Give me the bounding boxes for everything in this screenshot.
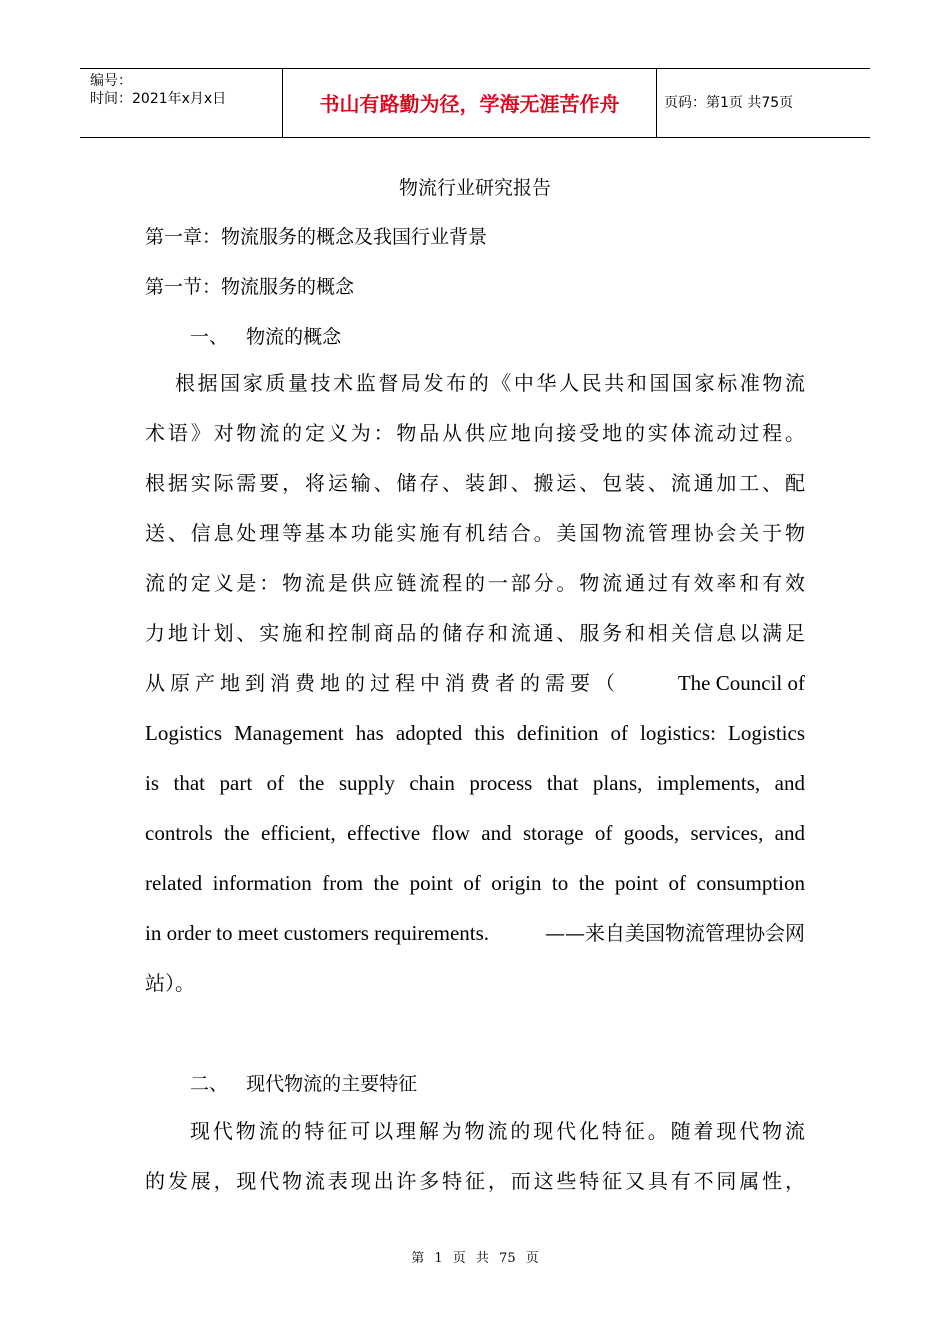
paragraph-line: is that part of the supply chain process that plans, implements, and [145, 771, 805, 795]
paragraph-line: 根据实际需要，将运输、储存、装卸、搬运、包装、流通加工、配 [145, 471, 805, 495]
paragraph-line-en: in order to meet customers requirements. [145, 921, 490, 945]
header-page-info: 页码：第1页 共75页 [664, 95, 794, 111]
paragraph-line: related information from the point of origin to the point of consumption [145, 871, 805, 895]
document-number-label: 编号： [90, 73, 132, 89]
page-footer: 第 1 页 共 75 页 [411, 1251, 539, 1266]
item-heading-2: 二、 现代物流的主要特征 [190, 1073, 418, 1095]
document-header [80, 68, 870, 138]
item-heading-1: 一、 物流的概念 [190, 326, 342, 348]
paragraph-line: 流的定义是：物流是供应链流程的一部分。物流通过有效率和有效 [145, 571, 805, 595]
paragraph-line: 术语》对物流的定义为：物品从供应地向接受地的实体流动过程。 [145, 421, 805, 445]
paragraph-line: 送、信息处理等基本功能实施有机结合。美国物流管理协会关于物 [145, 521, 805, 545]
paragraph-line-mixed [145, 908, 805, 958]
paragraph-line-mixed [145, 658, 805, 708]
paragraph-logistics-definition [145, 358, 805, 1008]
paragraph-line: 站）。 [145, 971, 195, 995]
paragraph-line-cn: ——来自美国物流管理协会网 [545, 921, 805, 945]
header-page-cell [656, 69, 870, 137]
paragraph-line: 的发展，现代物流表现出许多特征，而这些特征又具有不同属性， [145, 1169, 805, 1193]
section-heading: 第一节：物流服务的概念 [145, 276, 355, 298]
header-meta-cell [80, 69, 282, 137]
paragraph-line: controls the efficient, effective flow and storage of goods, services, and [145, 821, 805, 845]
paragraph-line: Logistics Management has adopted this definition of logistics: Logistics [145, 721, 805, 745]
paragraph-line-cn: 从原产地到消费地的过程中消费者的需要（ [145, 671, 620, 695]
paragraph-line: 现代物流的特征可以理解为物流的现代化特征。随着现代物流 [190, 1119, 805, 1143]
header-slogan-cell [282, 69, 657, 137]
paragraph-line-en: The Council of [677, 671, 805, 695]
document-time-label: 时间：2021年x月x日 [90, 91, 227, 107]
paragraph-line: 力地计划、实施和控制商品的储存和流通、服务和相关信息以满足 [145, 621, 805, 645]
chapter-heading: 第一章：物流服务的概念及我国行业背景 [145, 226, 488, 248]
paragraph-modern-logistics [145, 1106, 805, 1206]
header-slogan: 书山有路勤为径，学海无涯苦作舟 [319, 92, 620, 116]
paragraph-line: 根据国家质量技术监督局发布的《中华人民共和国国家标准物流 [175, 371, 805, 395]
document-title: 物流行业研究报告 [398, 177, 551, 199]
